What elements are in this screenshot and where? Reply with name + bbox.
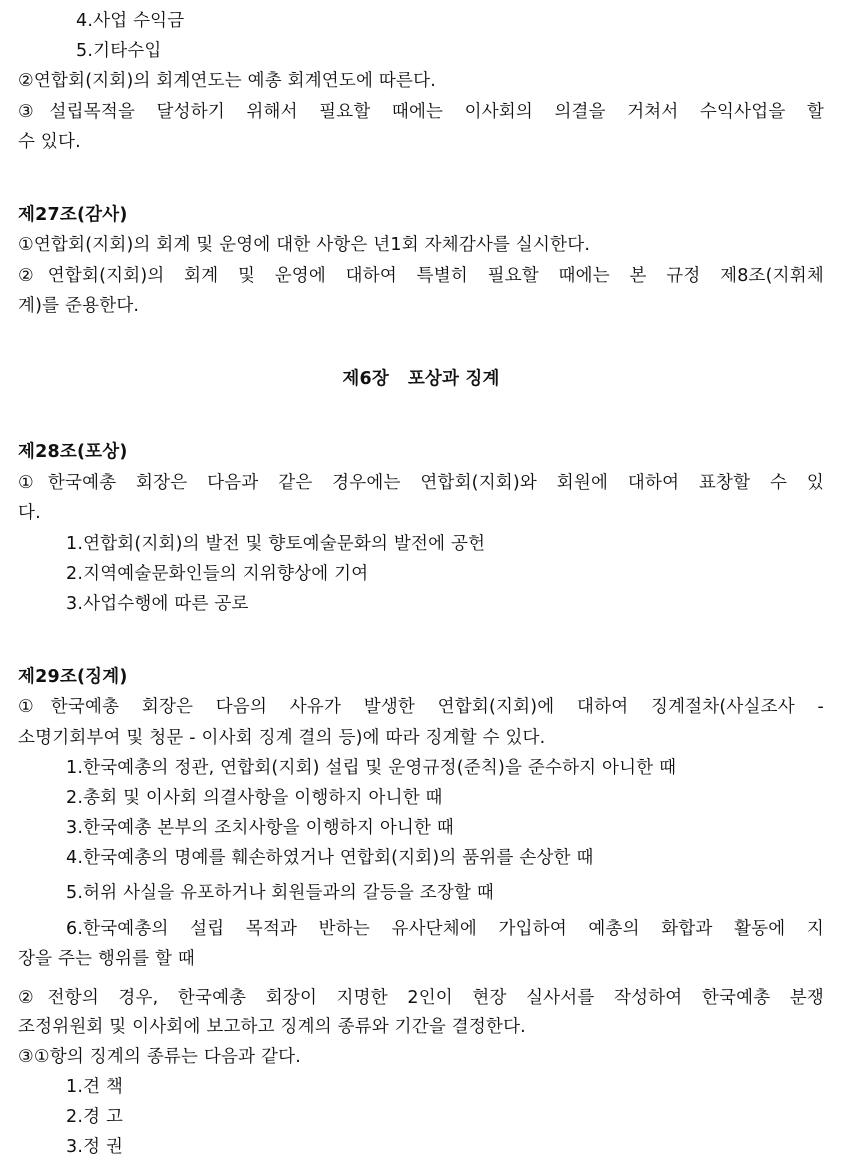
art28-paragraph-1-line2: 다. xyxy=(18,503,41,523)
art29-item-6-line1: 6.한국예총의 설립 목적과 반하는 유사단체에 가입하여 예총의 화합과 활동에 지 xyxy=(66,919,824,939)
art29-paragraph-2-line2: 조정위원회 및 이사회에 보고하고 징계의 종류와 기간을 결정한다. xyxy=(18,1017,526,1037)
art27-paragraph-2-line2: 계)를 준용한다. xyxy=(18,296,140,316)
art28-item: 2.지역예술문화인들의 지위향상에 기여 xyxy=(66,564,369,584)
art29-item: 3.한국예총 본부의 조치사항을 이행하지 아니한 때 xyxy=(66,818,455,838)
art29-paragraph-3: ③①항의 징계의 종류는 다음과 같다. xyxy=(18,1047,301,1067)
art28-paragraph-1-line1: ①한국예총 회장은 다음과 같은 경우에는 연합회(지회)와 회원에 대하여 표창할 수 있 xyxy=(18,473,824,493)
art29-kind: 2.경 고 xyxy=(66,1107,124,1127)
art29-paragraph-2-line1: ②전항의 경우, 한국예총 회장이 지명한 2인이 현장 실사서를 작성하여 한국예총 분쟁 xyxy=(18,988,824,1008)
art28-title: 제28조(포상) xyxy=(18,442,128,462)
art29-item: 1.한국예총의 정관, 연합회(지회) 설립 및 운영규정(준칙)을 준수하지 아니한 때 xyxy=(66,758,677,778)
art26-paragraph-3-line1: ③설립목적을 달성하기 위해서 필요할 때에는 이사회의 의결을 거쳐서 수익사업을 할 xyxy=(18,102,824,122)
art27-paragraph-2-line1: ②연합회(지회)의 회계 및 운영에 대하여 특별히 필요할 때에는 본 규정 제8조(지휘체 xyxy=(18,266,824,286)
art29-item-6-line2: 장을 주는 행위를 할 때 xyxy=(18,949,195,969)
art28-item: 1.연합회(지회)의 발전 및 향토예술문화의 발전에 공헌 xyxy=(66,534,486,554)
art29-item: 2.총회 및 이사회 의결사항을 이행하지 아니한 때 xyxy=(66,788,443,808)
art29-kind: 3.정 권 xyxy=(66,1137,124,1157)
art26-paragraph-3-line2: 수 있다. xyxy=(18,132,81,152)
art26-paragraph-2: ②연합회(지회)의 회계연도는 예총 회계연도에 따른다. xyxy=(18,71,436,91)
art29-title: 제29조(징계) xyxy=(18,667,128,687)
art29-paragraph-1-line1: ①한국예총 회장은 다음의 사유가 발생한 연합회(지회)에 대하여 징계절차(사실조사 - xyxy=(18,697,824,717)
art29-kind: 1.견 책 xyxy=(66,1077,124,1097)
art26-item-4: 4.사업 수익금 xyxy=(76,11,185,31)
art27-paragraph-1: ①연합회(지회)의 회계 및 운영에 대한 사항은 년1회 자체감사를 실시한다. xyxy=(18,235,591,255)
chapter6-title: 제6장 포상과 징계 xyxy=(342,369,500,389)
art27-title: 제27조(감사) xyxy=(18,205,128,225)
art29-paragraph-1-line2: 소명기회부여 및 청문 - 이사회 징계 결의 등)에 따라 징계할 수 있다. xyxy=(18,728,546,748)
art28-item: 3.사업수행에 따른 공로 xyxy=(66,594,249,614)
art29-item: 4.한국예총의 명예를 훼손하였거나 연합회(지회)의 품위를 손상한 때 xyxy=(66,848,594,868)
art26-item-5: 5.기타수입 xyxy=(76,41,162,61)
art29-item: 5.허위 사실을 유포하거나 회원들과의 갈등을 조장할 때 xyxy=(66,883,494,903)
